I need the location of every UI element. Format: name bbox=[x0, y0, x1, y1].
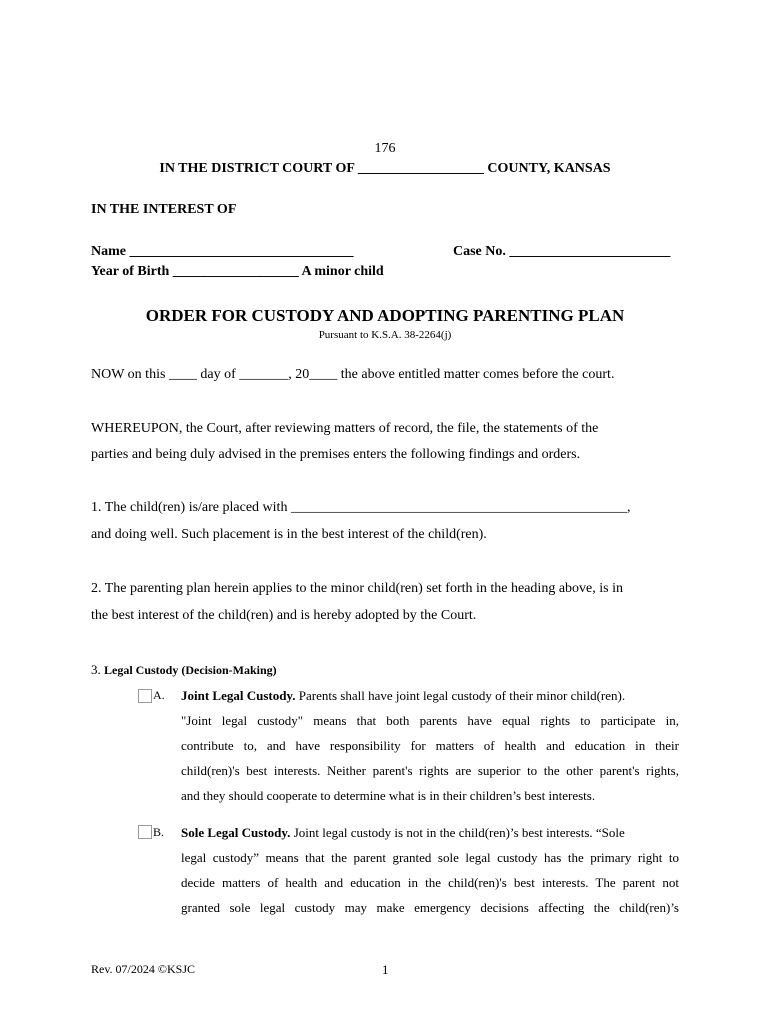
item-2-line-1: 2. The parenting plan herein applies to the minor child(ren) set forth in the heading above, is in bbox=[91, 581, 623, 596]
case-number-line: Case No. _______________________ bbox=[453, 244, 671, 259]
interest-of: IN THE INTEREST OF bbox=[91, 202, 237, 217]
sole-legal-custody-checkbox[interactable] bbox=[138, 825, 152, 839]
item-3-heading bbox=[91, 662, 277, 678]
option-a-letter: A. bbox=[153, 688, 165, 702]
item-1-line-1: 1. The child(ren) is/are placed with ________________________________________________, bbox=[91, 500, 631, 515]
option-a-line-1-text: Parents shall have joint legal custody of their minor child(ren). bbox=[298, 688, 626, 703]
item-1-line-2: and doing well. Such placement is in the best interest of the child(ren). bbox=[91, 527, 487, 542]
option-b-line-1-text: Joint legal custody is not in the child(ren)’s best interests. “Sole bbox=[293, 825, 625, 840]
option-b-letter: B. bbox=[153, 825, 165, 839]
joint-legal-custody-checkbox[interactable] bbox=[138, 689, 152, 703]
page-title: ORDER FOR CUSTODY AND ADOPTING PARENTING PLAN bbox=[145, 306, 625, 325]
option-b-line-4: granted sole legal custody may make emergency decisions affecting the child(ren)’s bbox=[181, 900, 679, 915]
now-line: NOW on this ____ day of _______, 20____ the above entitled matter comes before the court. bbox=[91, 367, 615, 382]
page-subtitle: Pursuant to K.S.A. 38-2264(j) bbox=[318, 329, 452, 341]
revision-footer: Rev. 07/2024 ©KSJC bbox=[91, 962, 196, 976]
name-line: Name ________________________________ bbox=[91, 244, 354, 259]
option-a-line-4: child(ren)'s best interests. Neither parent's rights are superior to the other parent's rights, bbox=[181, 763, 679, 778]
option-b-line-1 bbox=[181, 825, 679, 841]
item-2-line-2: the best interest of the child(ren) and is hereby adopted by the Court. bbox=[91, 608, 477, 623]
option-a-line-5: and they should cooperate to determine what is in their children’s best interests. bbox=[181, 788, 596, 803]
item-3-number: 3. bbox=[91, 662, 101, 677]
whereupon-line-1: WHEREUPON, the Court, after reviewing matters of record, the file, the statements of the bbox=[91, 421, 599, 436]
option-a-line-2: "Joint legal custody" means that both parents have equal rights to participate in, bbox=[181, 713, 679, 728]
page-number: 1 bbox=[382, 962, 389, 977]
whereupon-line-2: parties and being duly advised in the premises enters the following findings and orders. bbox=[91, 447, 581, 462]
option-b-line-2: legal custody” means that the parent granted sole legal custody has the primary right to bbox=[181, 850, 679, 865]
option-a-line-1 bbox=[181, 688, 679, 704]
item-3-title: Legal Custody (Decision-Making) bbox=[104, 663, 277, 677]
option-a-line-3: contribute to, and have responsibility for matters of health and education in their bbox=[181, 738, 679, 753]
court-line: IN THE DISTRICT COURT OF __________________ COUNTY, KANSAS bbox=[159, 161, 611, 176]
form-number: 176 bbox=[374, 141, 396, 156]
option-b-heading: Sole Legal Custody. bbox=[181, 825, 291, 840]
option-a-heading: Joint Legal Custody. bbox=[181, 688, 296, 703]
year-of-birth-line: Year of Birth __________________ A minor child bbox=[91, 264, 384, 279]
option-b-line-3: decide matters of health and education in the child(ren)'s best interests. The parent not bbox=[181, 875, 679, 890]
